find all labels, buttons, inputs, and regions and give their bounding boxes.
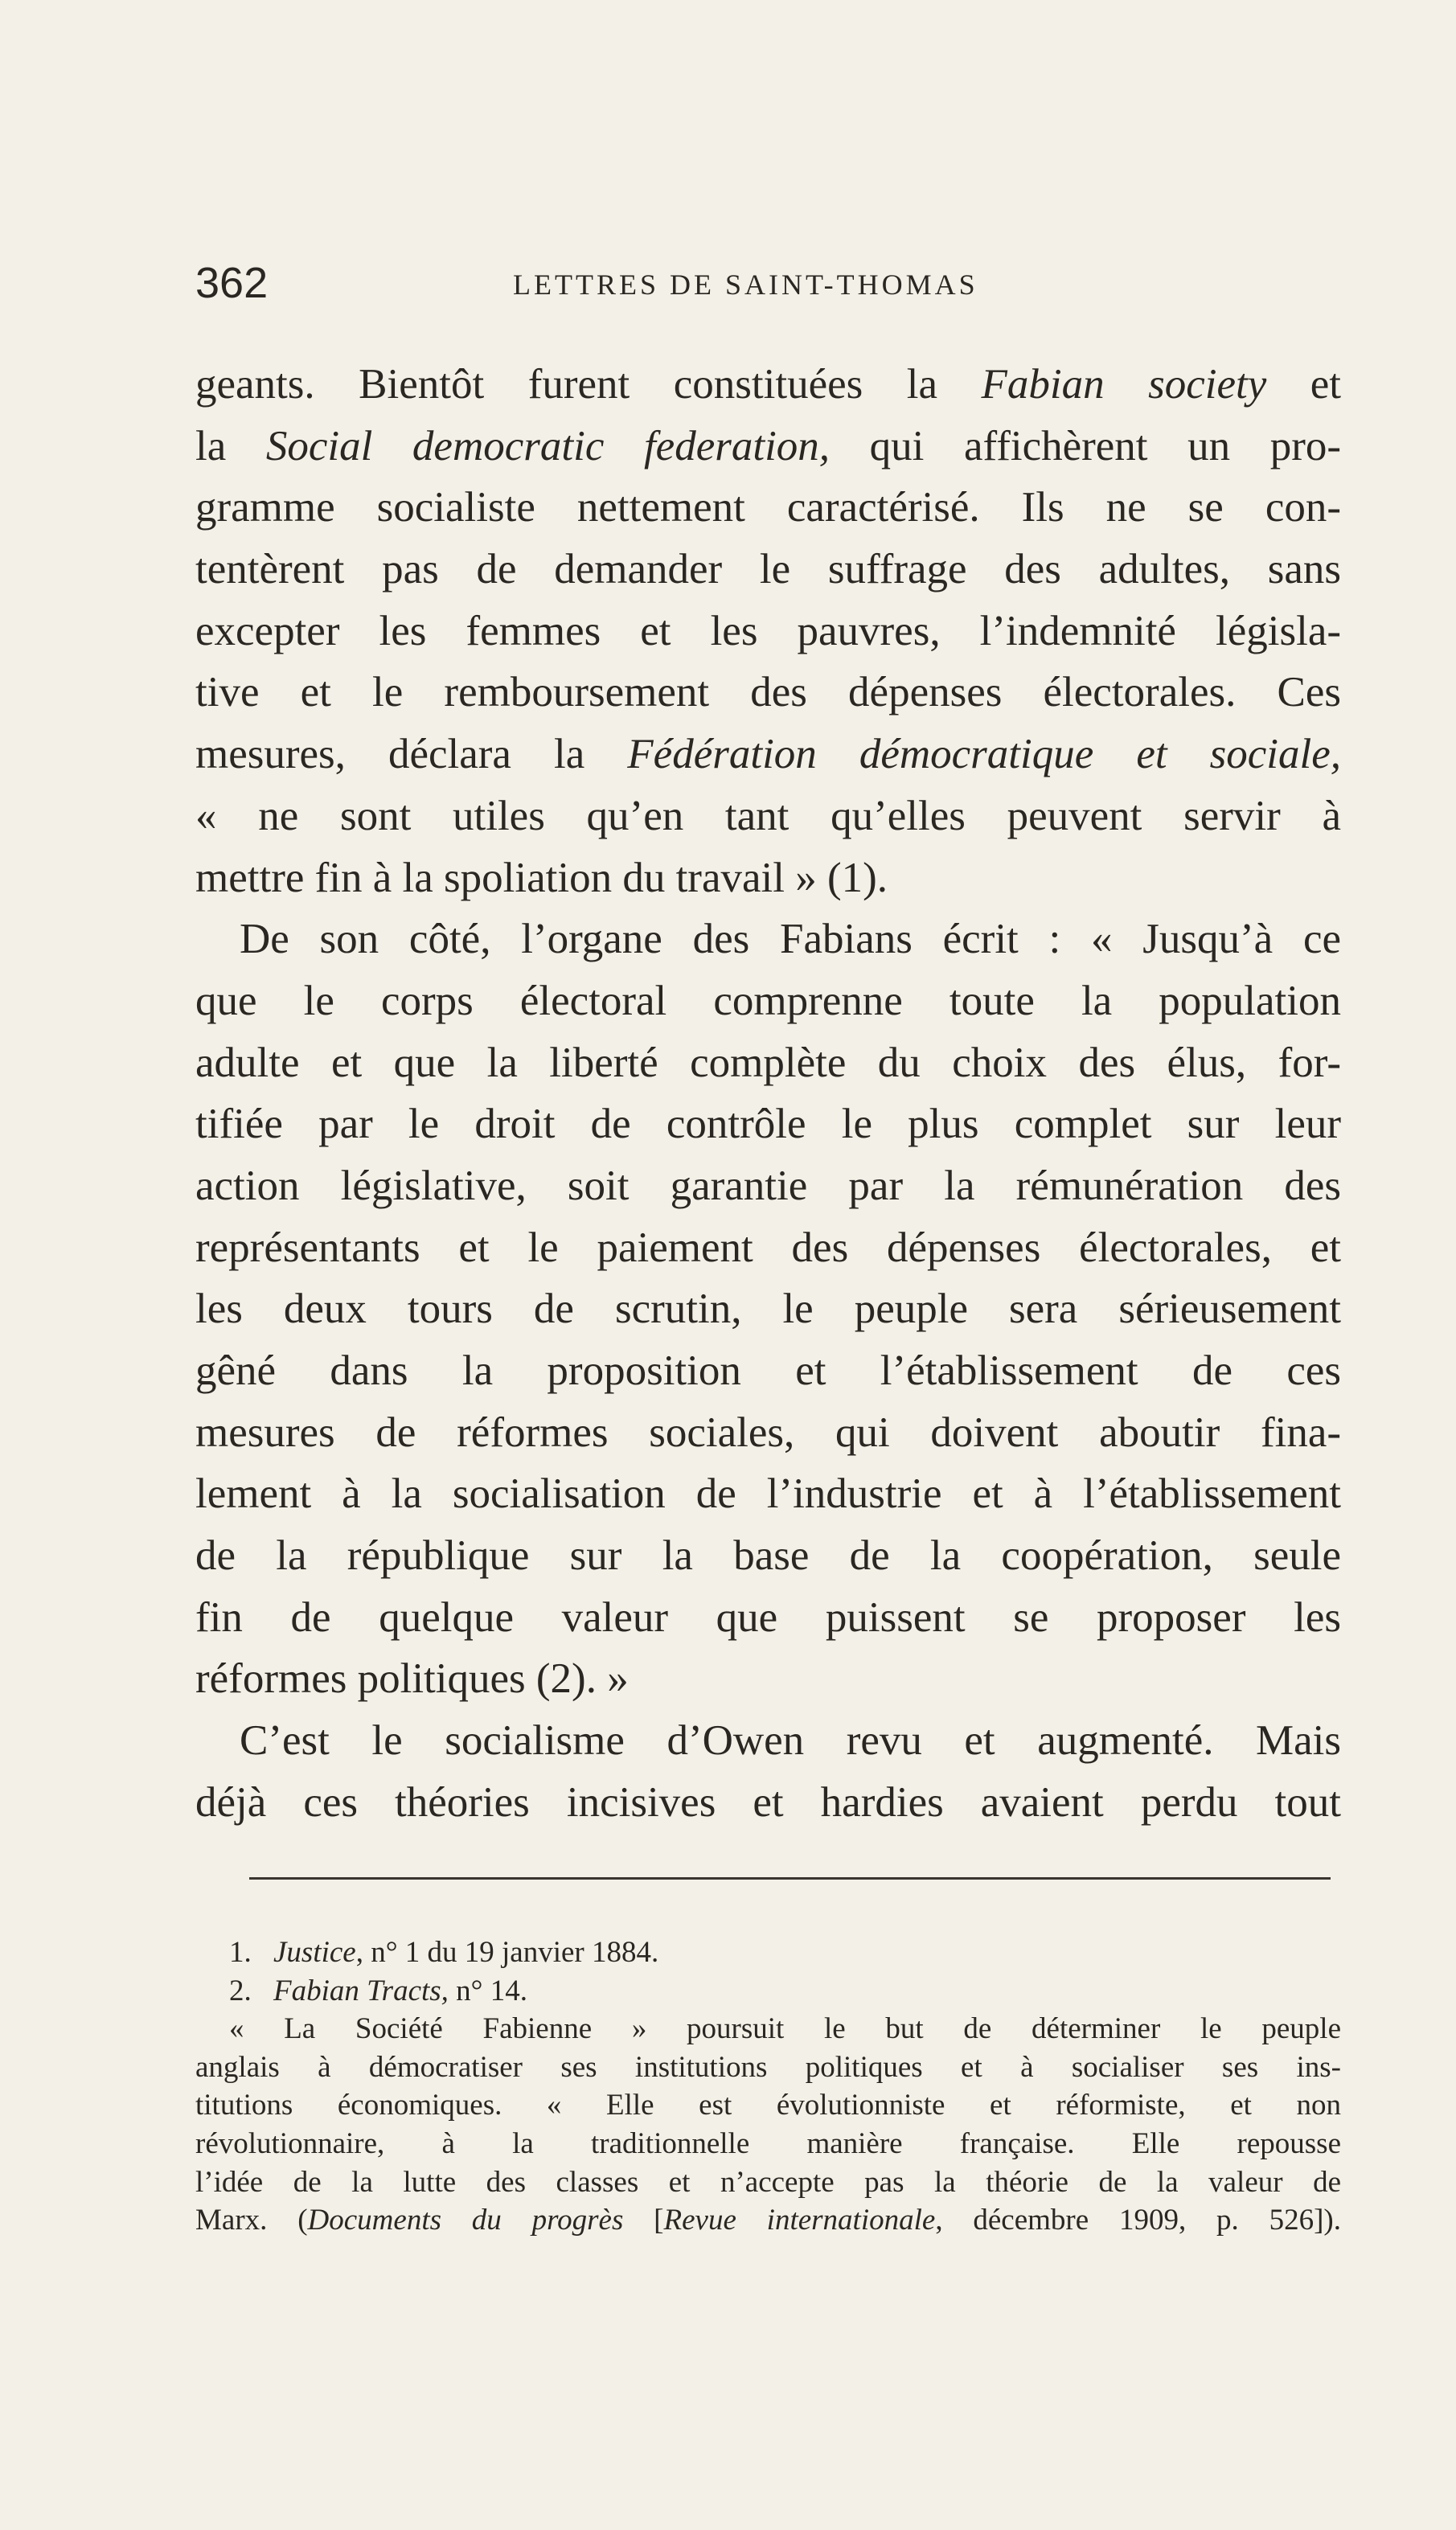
text-line: mettre fin à la spoliation du travail » (1). xyxy=(195,854,888,901)
text-line: tive et le remboursement des dépenses électorales. Ces xyxy=(195,669,1341,716)
footnote-line: 2. Fabian Tracts, n° 14. xyxy=(229,1974,527,2007)
text-line: « ne sont utiles qu’en tant qu’elles peuvent servir à xyxy=(195,792,1341,839)
text-line: les deux tours de scrutin, le peuple sera sérieusement xyxy=(195,1286,1341,1333)
footnote-line: Marx. (Documents du progrès [Revue internationale, décembre 1909, p. 526]). xyxy=(195,2204,1341,2237)
running-head xyxy=(195,259,1341,307)
text-line: geants. Bientôt furent constituées la Fabian society et xyxy=(195,361,1341,408)
text-line: gêné dans la proposition et l’établissement de ces xyxy=(195,1347,1341,1394)
text-line: que le corps électoral comprenne toute la population xyxy=(195,977,1341,1024)
text-line: déjà ces théories incisives et hardies avaient perdu tout xyxy=(195,1778,1341,1826)
text-line: tifiée par le droit de contrôle le plus complet sur leur xyxy=(195,1101,1341,1148)
footnote-line: 1. Justice, n° 1 du 19 janvier 1884. xyxy=(229,1936,659,1969)
text-line: représentants et le paiement des dépenses électorales, et xyxy=(195,1224,1341,1271)
text-line: fin de quelque valeur que puissent se proposer les xyxy=(195,1593,1341,1641)
text-line: excepter les femmes et les pauvres, l’indemnité législa- xyxy=(195,607,1341,654)
text-line: De son côté, l’organe des Fabians écrit : « Jusqu’à ce xyxy=(240,916,1341,963)
footnote-line: révolutionnaire, à la traditionnelle manière française. Elle repousse xyxy=(195,2126,1341,2160)
footnote-line: anglais à démocratiser ses institutions politiques et à socialiser ses ins- xyxy=(195,2050,1341,2084)
text-line: adulte et que la liberté complète du choix des élus, for- xyxy=(195,1039,1341,1086)
footnote-line: « La Société Fabienne » poursuit le but de déterminer le peuple xyxy=(229,2012,1341,2046)
running-title: LETTRES DE SAINT-THOMAS xyxy=(513,269,978,301)
text-line: mesures de réformes sociales, qui doivent aboutir fina- xyxy=(195,1409,1341,1456)
text-line: action législative, soit garantie par la rémunération des xyxy=(195,1162,1341,1209)
text-line: lement à la socialisation de l’industrie et à l’établissement xyxy=(195,1470,1341,1518)
text-line: la Social democratic federation, qui affichèrent un pro- xyxy=(195,422,1342,470)
text-line: C’est le socialisme d’Owen revu et augmenté. Mais xyxy=(240,1717,1341,1765)
text-line: réformes politiques (2). » xyxy=(195,1655,629,1703)
text-line: de la république sur la base de la coopération, seule xyxy=(195,1532,1341,1580)
text-line: gramme socialiste nettement caractérisé. Ils ne se con- xyxy=(195,484,1341,531)
text-line: mesures, déclara la Fédération démocratique et sociale, xyxy=(195,731,1341,778)
body-text xyxy=(195,354,1341,1834)
footnote-line: l’idée de la lutte des classes et n’accepte pas la théorie de la valeur de xyxy=(195,2165,1341,2199)
footnote-divider xyxy=(249,1877,1331,1880)
footnotes xyxy=(195,1933,1341,2240)
text-line: tentèrent pas de demander le suffrage des adultes, sans xyxy=(195,546,1341,593)
page-number: 362 xyxy=(195,259,269,307)
footnote-line: titutions économiques. « Elle est évolutionniste et réformiste, et non xyxy=(195,2089,1341,2122)
